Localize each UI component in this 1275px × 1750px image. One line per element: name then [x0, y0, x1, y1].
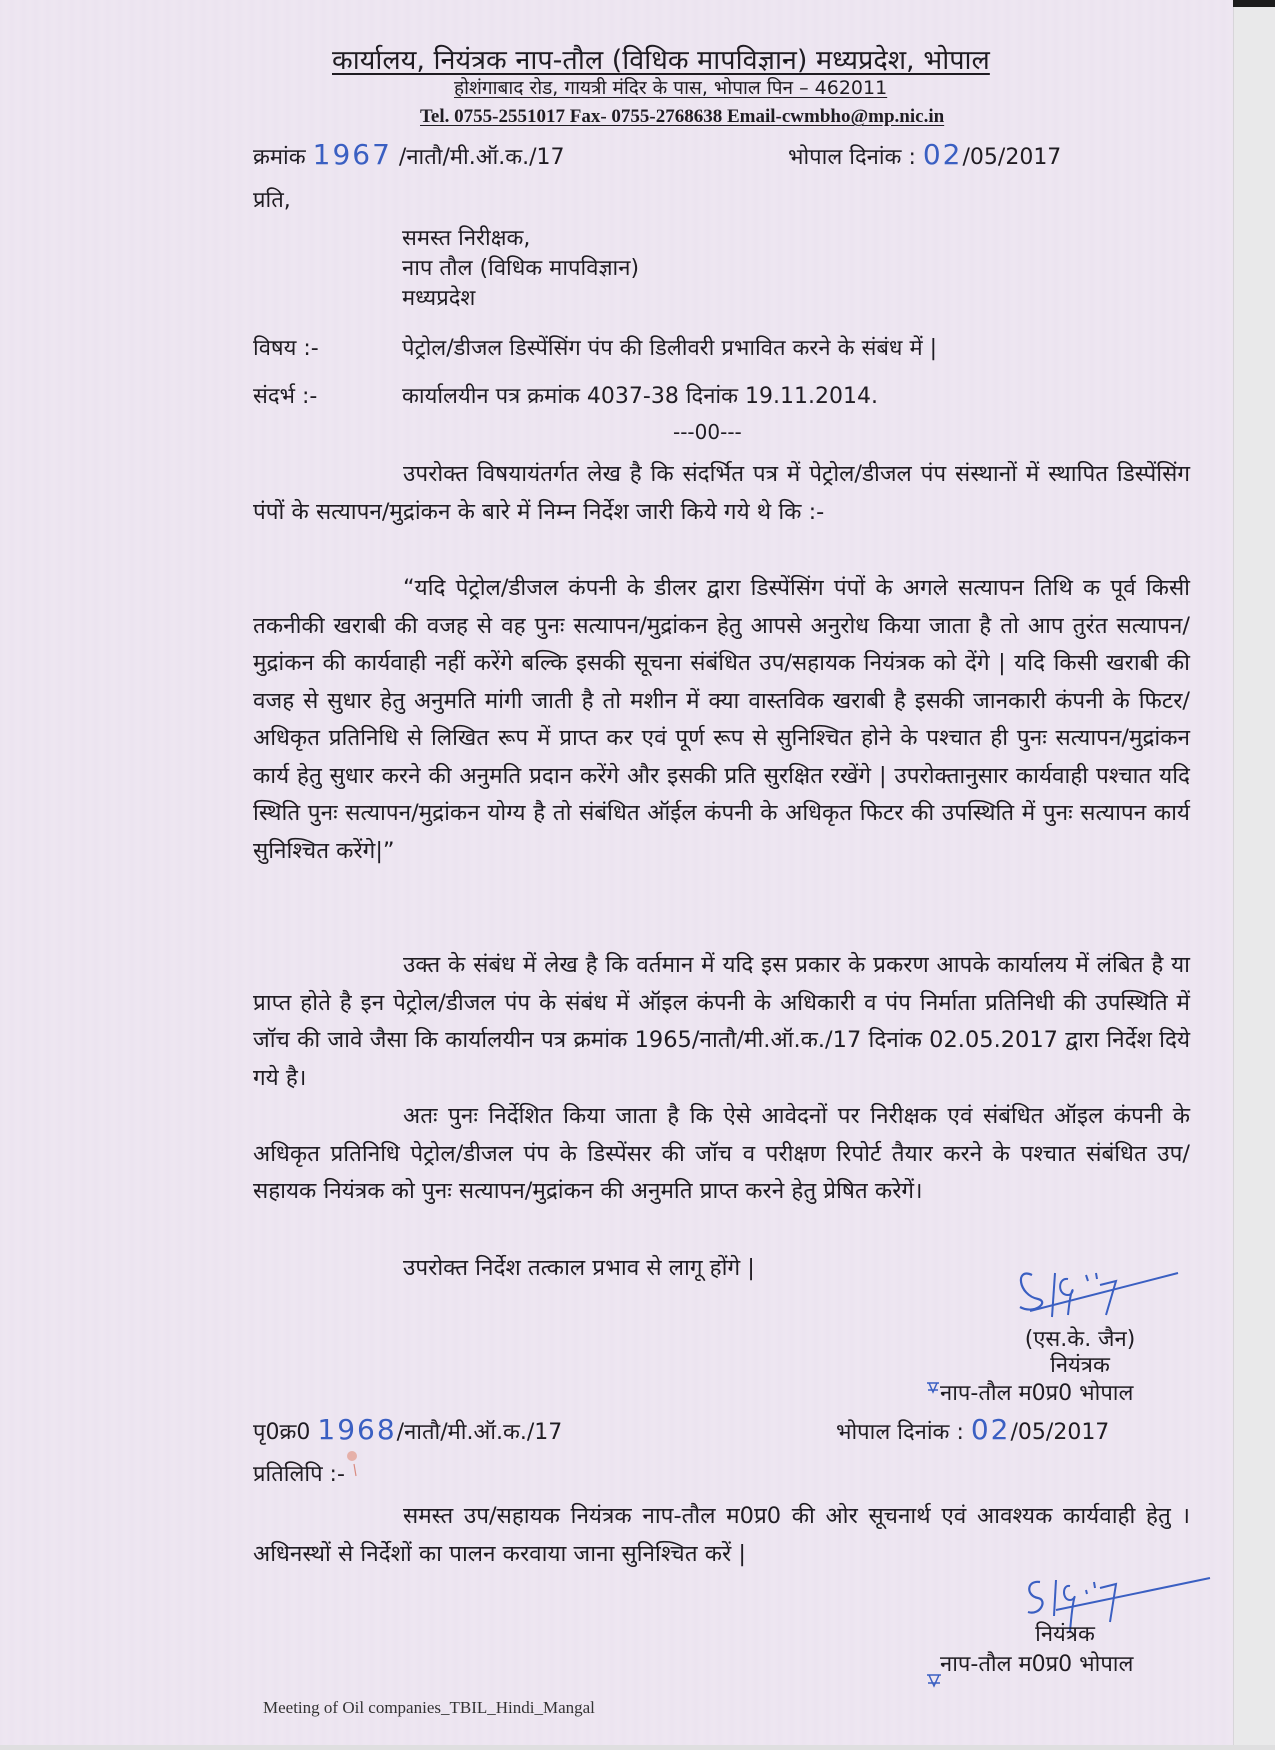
signatory-name: (एस.के. जैन): [1024, 1327, 1136, 1352]
subject-text: पेट्रोल/डीजल डिस्पेंसिंग पंप की डिलीवरी प्रभावित करने के संबंध में |: [402, 336, 938, 361]
initials-mark-icon: [925, 1380, 941, 1394]
signatory-2-office: नाप-तौल म0प्र0 भोपाल: [940, 1652, 1134, 1677]
signatory-block-1: [980, 1327, 1180, 1379]
document-footer-filename: Meeting of Oil companies_TBIL_Hindi_Mangal: [263, 1698, 595, 1717]
body-quoted-directive: “यदि पेट्रोल/डीजल कंपनी के डीलर द्वारा डिस्पेंसिंग पंपों के अगले सत्यापन तिथि क पूर्व किसी तकनीकी खराबी की वजह से वह पुनः सत्यापन/मुद्रांकन हेतु आपसे अनुरोध किया जाता है तो आप तुरंत सत्यापन/मुद्रांकन की कार्यवाही नहीं करेंगे बल्कि इसकी सूचना संबंधित उप/सहायक नियंत्रक को देंगे | यदि किसी खराबी की वजह से सुधार हेतु अनुमति मांगी जाती है तो मशीन में क्या वास्तविक खराबी है इसकी जानकारी कंपनी के फिटर/अधिकृत प्रतिनिधि से लिखित रूप में प्राप्त कर एवं पूर्ण रूप से सुनिश्चित होने के पश्चात ही पुनः सत्यापन/मुद्रांकन कार्य हेतु सुधार करने की अनुमति प्रदान करेंगे और इसकी प्रति सुरक्षित रखेंगे | उपरोक्तानुसार कार्यवाही पश्चात यदि स्थिति पुनः सत्यापन/मुद्रांकन योग्य है तो संबंधित ऑईल कंपनी के अधिकृत फिटर की उपस्थिति में पुनः सत्यापन कार्य सुनिश्चित करेंगे|”: [253, 575, 1190, 864]
date-label: भोपाल दिनांक :: [788, 145, 916, 170]
letterhead-address: होशंगाबाद रोड, गायत्री मंदिर के पास, भोपाल पिन – 462011: [454, 77, 888, 99]
letter-date: [788, 138, 1061, 171]
date-rest: /05/2017: [962, 145, 1062, 170]
copy-label: प्रतिलिपि :-: [253, 1462, 345, 1487]
signatory-designation: नियंत्रक: [1050, 1353, 1110, 1378]
copy-text: समस्त उप/सहायक नियंत्रक नाप-तौल म0प्र0 की ओर सूचनार्थ एवं आवश्यक कार्यवाही हेतु । अधिनस्थों से निर्देशों का पालन करवाया जाना सुनिश्चित करें |: [253, 1503, 1190, 1567]
scanner-edge-bottom: [0, 1745, 1275, 1750]
reference-ref-text: कार्यालयीन पत्र क्रमांक 4037-38 दिनांक 19.11.2014.: [402, 384, 878, 409]
addressee-line-3: मध्यप्रदेश: [402, 286, 476, 311]
subject-label: विषय :-: [253, 336, 319, 361]
red-ink-mark: [344, 1448, 364, 1478]
addressee-line-1: समस्त निरीक्षक,: [402, 226, 531, 251]
reference-line: [253, 138, 565, 171]
body-paragraph-3: अतः पुनः निर्देशित किया जाता है कि ऐसे आवेदनों पर निरीक्षक एवं संबंधित ऑइल कंपनी के अधिकृत प्रतिनिधि पेट्रोल/डीजल पंप के डिस्पेंसर की जॉच व परीक्षण रिपोर्ट तैयार करने के पश्चात संबंधित उप/सहायक नियंत्रक को पुनः सत्यापन/मुद्रांकन की अनुमति प्राप्त करने हेतु प्रेषित करेगें।: [253, 1103, 1190, 1204]
body-paragraph-2: उक्त के संबंध में लेख है कि वर्तमान में यदि इस प्रकार के प्रकरण आपके कार्यालय में लंबित है या प्राप्त होते है इन पेट्रोल/डीजल पंप के संबंध में ऑइल कंपनी के अधिकारी व पंप निर्माता प्रतिनिधी की उपस्थिति में जॉच की जावे जैसा कि कार्यालयीन पत्र क्रमांक 1965/नातौ/मी.ऑ.क./17 दिनांक 02.05.2017 द्वारा निर्देश दिये गये है।: [253, 952, 1190, 1091]
handwritten-copy-number: 1968: [317, 1413, 397, 1446]
signatory-block-2: [1010, 1622, 1120, 1648]
initials-mark-2-icon: [925, 1672, 943, 1688]
body-paragraph-4: उपरोक्त निर्देश तत्काल प्रभाव से लागू होंगे |: [403, 1255, 755, 1281]
reference-label: क्रमांक: [253, 145, 306, 170]
reference-suffix: /नातौ/मी.ऑ.क./17: [398, 145, 565, 170]
copy-date-rest: /05/2017: [1010, 1420, 1110, 1445]
addressee-line-2: नाप तौल (विधिक मापविज्ञान): [402, 256, 640, 281]
handwritten-letter-number: 1967: [312, 138, 392, 171]
separator: ---00---: [673, 420, 742, 444]
copy-reference-suffix: /नातौ/मी.ऑ.क./17: [396, 1420, 563, 1445]
handwritten-date-day: 02: [922, 138, 963, 171]
body-paragraph-1: उपरोक्त विषयायंतर्गत लेख है कि संदर्भित पत्र में पेट्रोल/डीजल पंप संस्थानों में स्थापित डिस्पेंसिंग पंपों के सत्यापन/मुद्रांकन के बारे में निम्न निर्देश जारी किये गये थे कि :-: [253, 461, 1190, 525]
signatory-office: नाप-तौल म0प्र0 भोपाल: [940, 1381, 1134, 1406]
handwritten-signature-1: [1010, 1255, 1180, 1335]
scanner-edge-dark-corner: [1233, 0, 1275, 7]
copy-date: [836, 1413, 1109, 1446]
letterhead-title: कार्यालय, नियंत्रक नाप-तौल (विधिक मापविज्ञान) मध्यप्रदेश, भोपाल: [332, 45, 990, 76]
reference-ref-label: संदर्भ :-: [253, 384, 318, 409]
scanner-edge-strip: [1233, 0, 1275, 1750]
signatory-2-designation: नियंत्रक: [1035, 1622, 1095, 1647]
copy-reference-label: पृ0क्र0: [253, 1420, 311, 1445]
letterhead-contact: Tel. 0755-2551017 Fax- 0755-2768638 Email-cwmbho@mp.nic.in: [420, 106, 945, 127]
handwritten-copy-date-day: 02: [970, 1413, 1011, 1446]
copy-date-label: भोपाल दिनांक :: [836, 1420, 964, 1445]
prati-label: प्रति,: [253, 188, 291, 213]
copy-reference-line: [253, 1413, 562, 1446]
